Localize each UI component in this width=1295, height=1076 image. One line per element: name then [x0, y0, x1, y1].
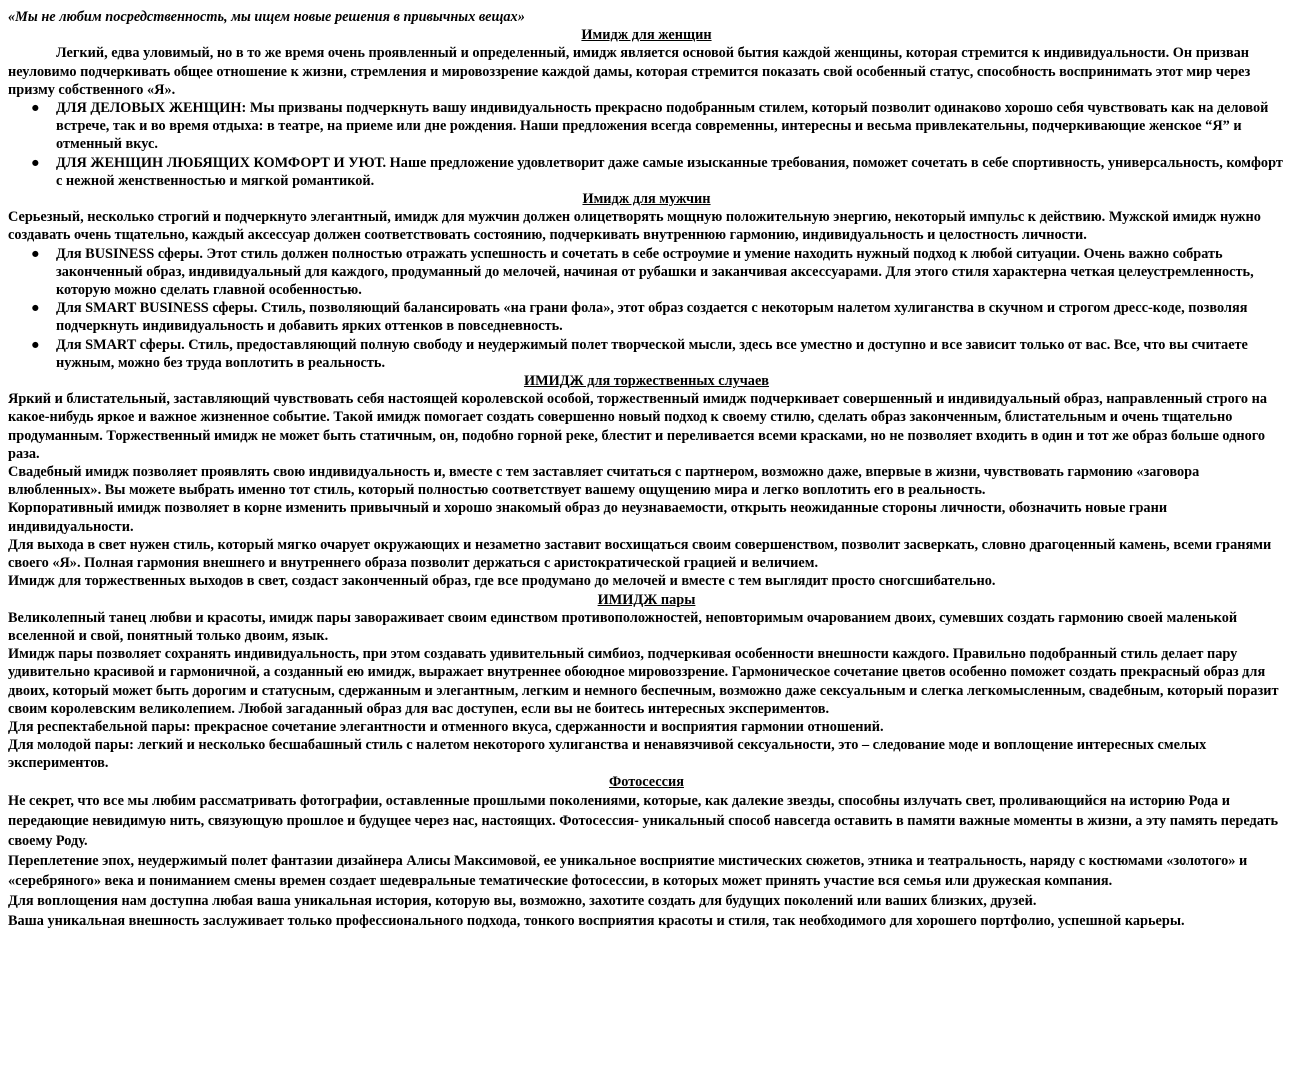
heading-women: Имидж для женщин [581, 27, 712, 44]
list-item-text: Для BUSINESS сферы. Этот стиль должен полностью отражать успешность и сочетать в себе остроумие и умение находить нужный подход к любой ситуации. Очень важно собрать законченный образ, индивидуальный для каждого, продуманный до мелочей, начиная от рубашки и заканчивая аксессуарами. Для этого стиля характерна четкая целеустремленность, которую можно сделать главной особенностью. [56, 245, 1254, 299]
list-item [31, 154, 1285, 190]
bullet-icon: ● [31, 154, 40, 171]
couple-paragraph: Для респектабельной пары: прекрасное сочетание элегантности и отменного вкуса, сдержанности и восприятия гармонии отношений. [8, 718, 884, 735]
couple-paragraph: Для молодой пары: легкий и несколько бесшабашный стиль с налетом некоторого хулиганства и ненавязчивой сексуальности, это – следование моде и воплощение интересных смелых экспериментов. [8, 737, 1207, 772]
heading-photo: Фотосессия [609, 773, 684, 790]
photo-paragraph: Ваша уникальная внешность заслуживает только профессионального подхода, тонкого восприятия красоты и стиля, так необходимого для хорошего портфолио, успешной карьеры. [8, 912, 1185, 929]
occasions-paragraph: Яркий и блистательный, заставляющий чувствовать себя настоящей королевской особой, торжественный имидж подчеркивает совершенный и индивидуальный образ, направленный строго на какое-нибудь яркое и важное жизненное событие. Такой имидж помогает создать совершенно новый подход к своему стилю, сделать образ законченным, блистательным и очень тщательно продуманным. Торжественный имидж не может быть статичным, он, подобно горной реке, блестит и переливается всеми красками, но не позволяет входить в один и тот же образ больше одного раза. [8, 391, 1267, 462]
list-item [31, 299, 1285, 335]
list-item-text: Для SMART сферы. Стиль, предоставляющий полную свободу и неудержимый полет творческой мысли, здесь все уместно и доступно и все зависит только от вас. Все, что вы считаете нужным, можно без труда воплотить в реальность. [56, 336, 1248, 371]
men-list [8, 245, 1285, 372]
men-intro: Серьезный, несколько строгий и подчеркнуто элегантный, имидж для мужчин должен олицетворять мощную положительную энергию, некоторый импульс к действию. Мужской имидж нужно создавать очень тщательно, каждый аксессуар должен соответствовать состоянию, подчеркивать внутреннюю гармонию, индивидуальность и целостность личности. [8, 209, 1261, 244]
photo-paragraph: Для воплощения нам доступна любая ваша уникальная история, которую вы, возможно, захотите создать для будущих поколений или ваших близких, друзей. [8, 892, 1037, 909]
women-intro: Легкий, едва уловимый, но в то же время очень проявленный и определенный, имидж является основой бытия каждой женщины, которая стремится к индивидуальности. Он призван неуловимо подчеркивать общее отношение к жизни, стремления и мировоззрение каждой дамы, которая стремится показать свой особенный статус, способность воспринимать этот мир через призму собственного «Я». [8, 45, 1251, 98]
heading-men: Имидж для мужчин [582, 191, 711, 208]
occasions-paragraph: Свадебный имидж позволяет проявлять свою индивидуальность и, вместе с тем заставляет считаться с партнером, возможно даже, впервые в жизни, чувствовать гармонию «заговора влюбленных». Вы можете выбрать именно тот стиль, который полностью соответствует вашему ощущению мира и легко воплотить его в реальность. [8, 464, 1200, 499]
document [8, 8, 1285, 931]
bullet-icon: ● [31, 300, 40, 317]
list-item [31, 336, 1285, 372]
list-item-text: ДЛЯ ДЕЛОВЫХ ЖЕНЩИН: Мы призваны подчеркнуть вашу индивидуальность прекрасно подобранным стилем, который позволит одинаково хорошо себя чувствовать как на деловой встрече, так и во время отдыха: в театре, на приеме или дне рождения. Наши предложения всегда современны, интересны и весьма привлекательны, подчеркивающие женское “Я” и отменный вкус. [56, 100, 1269, 153]
list-item-text: Для SMART BUSINESS сферы. Стиль, позволяющий балансировать «на грани фола», этот образ создается с некоторым налетом хулиганства в скучном и строгом дресс-коде, позволяя подчеркнуть индивидуальность и добавить ярких оттенков в повседневность. [56, 300, 1248, 335]
heading-occasions: ИМИДЖ для торжественных случаев [523, 373, 770, 390]
occasions-paragraph: Для выхода в свет нужен стиль, который мягко очарует окружающих и незаметно заставит восхищаться своим совершенством, позволит засверкать, словно драгоценный камень, всеми гранями своего «Я». Полная гармония внешнего и внутреннего образа позволит держаться с аристократической грацией и величием. [8, 536, 1272, 572]
photo-paragraph: Переплетение эпох, неудержимый полет фантазии дизайнера Алисы Максимовой, ее уникальное восприятие мистических сюжетов, этника и театральность, наряду с костюмами «золотого» и «серебряного» века и пониманием смены времен создает шедевральные тематические фотосессии, в которых может принять участие вся семья или дружеская компания. [8, 852, 1248, 889]
list-item [31, 245, 1285, 300]
bullet-icon: ● [31, 336, 40, 353]
couple-paragraph: Великолепный танец любви и красоты, имидж пары завораживает своим единством противоположностей, неповторимым очарованием двоих, сумевших создать гармонию своей маленькой вселенной и свой, понятный только двоим, язык. [8, 609, 1238, 644]
bullet-icon: ● [31, 100, 40, 117]
couple-paragraph: Имидж пары позволяет сохранять индивидуальность, при этом создавать удивительный симбиоз, подчеркивая особенности внешности каждого. Правильно подобранный стиль делает пару удивительно красивой и гармоничной, а созданный ею имидж, выражает внутреннее обоюдное мировоззрение. Гармоническое сочетание цветов особенно поможет создать прекрасный образ для двоих, который может быть дорогим и статусным, сдержанным и элегантным, легким и немного беспечным, возможно даже сексуальным и слегка легкомысленным, свадебным, который поразит своим королевским великолепием. Любой загаданный образ для вас доступен, если вы не боитесь интересных экспериментов. [8, 646, 1279, 717]
women-list [8, 99, 1285, 190]
photo-section [8, 791, 1285, 931]
motto: «Мы не любим посредственность, мы ищем новые решения в привычных вещах» [8, 9, 525, 25]
occasions-paragraph: Корпоративный имидж позволяет в корне изменить привычный и хорошо знакомый образ до неузнаваемости, открыть неожиданные стороны личности, обозначить новые грани индивидуальности. [8, 500, 1168, 535]
list-item [31, 99, 1285, 154]
occasions-paragraph: Имидж для торжественных выходов в свет, создаст законченный образ, где все продумано до мелочей и вместе с тем выглядит просто сногсшибательно. [8, 573, 996, 590]
list-item-text: ДЛЯ ЖЕНЩИН ЛЮБЯЩИХ КОМФОРТ И УЮТ. Наше предложение удовлетворит даже самые изысканные требования, поможет сочетать в себе спортивность, универсальность, комфорт с нежной женственностью и мягкой романтикой. [56, 154, 1283, 189]
heading-couple: ИМИДЖ пары [597, 591, 696, 608]
bullet-icon: ● [31, 245, 40, 262]
photo-paragraph: Не секрет, что все мы любим рассматривать фотографии, оставленные прошлыми поколениями, которые, как далекие звезды, способны излучать свет, проливающийся на историю Рода и передающие невидимую нить, связующую прошлое и будущее через нас, настоящих. Фотосессия- уникальный способ навсегда оставить в памяти важные моменты в жизни, а эту память передать своему Роду. [8, 792, 1279, 849]
